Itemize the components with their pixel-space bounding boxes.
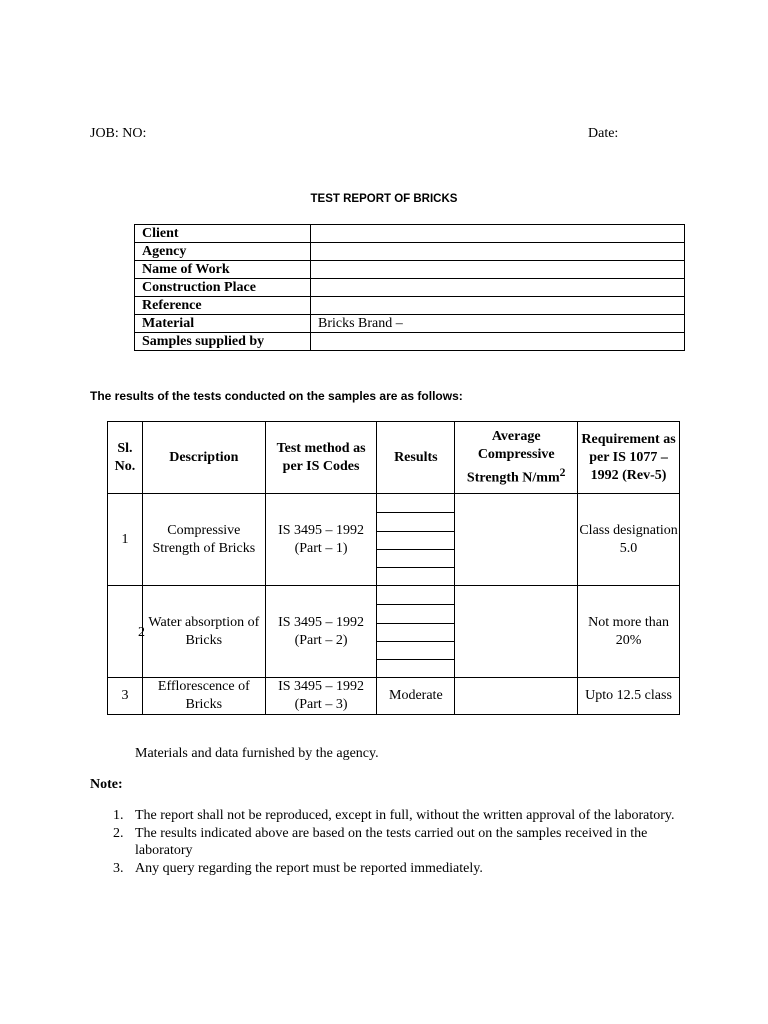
info-row-name-of-work: [135, 261, 685, 279]
notes-list: [90, 807, 690, 878]
header-avg-strength-superscript: 2: [559, 465, 566, 479]
row-test-method: IS 3495 – 1992 (Part – 2): [265, 586, 377, 678]
info-label: Agency: [135, 243, 311, 261]
header-avg-strength-text: Average Compressive Strength N/mm: [466, 428, 560, 486]
header-sl-no: Sl. No.: [108, 422, 143, 494]
report-title: TEST REPORT OF BRICKS: [310, 193, 458, 205]
row-avg-strength: [455, 586, 578, 678]
row-requirement: Class designation 5.0: [578, 494, 680, 586]
row-sl-no: 3: [108, 678, 143, 715]
row-requirement: Upto 12.5 class: [578, 678, 680, 715]
info-value: Bricks Brand –: [311, 315, 685, 333]
info-value: [311, 261, 685, 279]
note-text: The results indicated above are based on the tests carried out on the samples received in the laboratory: [135, 826, 648, 858]
header-test-method: Test method as per IS Codes: [265, 422, 377, 494]
info-value: [311, 297, 685, 315]
results-subline: [377, 623, 454, 624]
header-description: Description: [142, 422, 265, 494]
results-subline: [377, 531, 454, 532]
results-intro: The results of the tests conducted on the samples are as follows:: [90, 389, 463, 403]
info-label: Name of Work: [135, 261, 311, 279]
table-row: [108, 678, 680, 715]
info-value: [311, 333, 685, 351]
results-subline: [377, 549, 454, 550]
row-results: Moderate: [377, 678, 455, 715]
header-avg-strength: [455, 422, 578, 494]
results-subline: [377, 659, 454, 660]
info-label: Reference: [135, 297, 311, 315]
info-row-agency: [135, 243, 685, 261]
info-label: Client: [135, 225, 311, 243]
row-sl-no-cell: [108, 586, 143, 678]
row-description: Water absorption of Bricks: [142, 586, 265, 678]
info-label: Samples supplied by: [135, 333, 311, 351]
date-label: Date:: [588, 126, 619, 141]
table-row: [108, 586, 680, 678]
info-row-material: [135, 315, 685, 333]
info-row-samples-supplied-by: [135, 333, 685, 351]
header-requirement: Requirement as per IS 1077 – 1992 (Rev-5): [578, 422, 680, 494]
info-row-construction-place: [135, 279, 685, 297]
row-description: Compressive Strength of Bricks: [142, 494, 265, 586]
table-row: [108, 494, 680, 586]
info-value: [311, 243, 685, 261]
row-test-method: IS 3495 – 1992 (Part – 1): [265, 494, 377, 586]
row-requirement: Not more than 20%: [578, 586, 680, 678]
results-table: [107, 421, 680, 715]
info-label: Construction Place: [135, 279, 311, 297]
note-label: Note:: [90, 777, 123, 792]
row-sl-no: 2: [137, 624, 145, 640]
row-sl-no: 1: [108, 494, 143, 586]
info-row-client: [135, 225, 685, 243]
info-table: [134, 224, 685, 351]
note-text: The report shall not be reproduced, except in full, without the written approval of the laboratory.: [135, 808, 675, 823]
furnished-statement: Materials and data furnished by the agency.: [135, 746, 379, 761]
header-results: Results: [377, 422, 455, 494]
row-results-cell: [377, 494, 455, 586]
info-value: [311, 279, 685, 297]
list-item: [90, 860, 690, 877]
info-label: Material: [135, 315, 311, 333]
note-number: 1.: [113, 808, 124, 823]
row-test-method: IS 3495 – 1992 (Part – 3): [265, 678, 377, 715]
results-header-row: [108, 422, 680, 494]
results-subline: [377, 567, 454, 568]
results-subline: [377, 604, 454, 605]
list-item: [90, 807, 690, 824]
results-subline: [377, 512, 454, 513]
job-number-label: JOB: NO:: [90, 126, 147, 141]
list-item: [90, 825, 690, 859]
note-text: Any query regarding the report must be reported immediately.: [135, 861, 483, 876]
info-row-reference: [135, 297, 685, 315]
row-description: Efflorescence of Bricks: [142, 678, 265, 715]
row-avg-strength: [455, 494, 578, 586]
note-number: 3.: [113, 861, 124, 876]
note-number: 2.: [113, 826, 124, 841]
row-avg-strength: [455, 678, 578, 715]
row-results-cell: [377, 586, 455, 678]
info-value: [311, 225, 685, 243]
results-subline: [377, 641, 454, 642]
